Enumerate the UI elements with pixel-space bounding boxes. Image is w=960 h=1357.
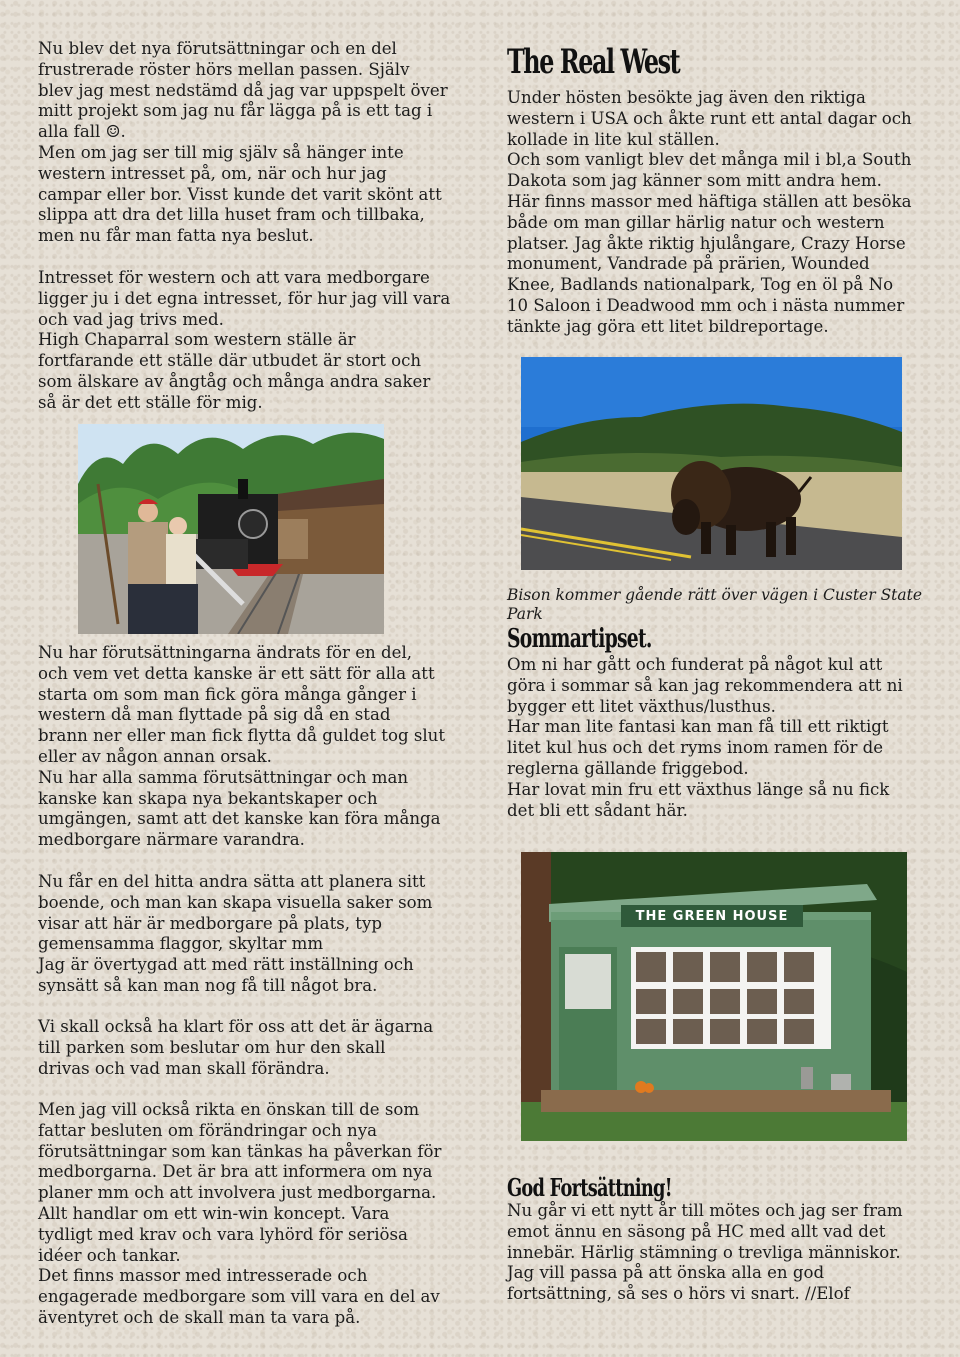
western-interest-paragraph: Intresset för western och att vara medborgare ligger ju i det egna intresset, för hur jag vill vara och vad jag trivs med. High Chaparral som western ställe är fortfarande ett ställe där utbudet är stort och som älskare av ångtåg och många andra saker så är det ett ställe för mig. (38, 268, 451, 412)
intro-paragraph: Nu blev det nya förutsättningar och en del frustrerade röster hörs mellan passen. Själv blev jag mest nedstämd då jag var uppspelt över mitt projekt som jag nu får lägga på is ett tag i alla fall ☺. Men om jag ser till mig själv så hänger inte western intresset på, om, när och hur jag campar eller bor. Visst kunde det varit skönt att slippa att dra det lilla huset fram och tillbaka, men nu får man fatta nya beslut. (38, 39, 448, 246)
planning-paragraph: Nu får en del hitta andra sätta att planera sitt boende, och man kan skapa visuella saker som visar att här är medborgare på plats, typ gemensamma flaggor, skyltar mm Jag är övertygad att med rätt inställning och synsätt så kan man nog få till något bra. (38, 872, 433, 995)
greenhouse-sign: THE GREEN HOUSE (635, 909, 789, 924)
god-fortsattning-body: Nu går vi ett nytt år till mötes och jag ser fram emot ännu en säsong på HC med allt vad det innebär. Härlig stämning o trevliga människor. Jag vill passa på att önska alla en god fortsättning, så ses o hörs vi snart. //Elof (507, 1201, 903, 1304)
train-station-photo (78, 424, 384, 634)
real-west-body: Under hösten besökte jag även den riktiga western i USA och åkte runt ett antal dagar och kollade in lite kul ställen. Och som vanligt blev det många mil i bl,a South Dakota som jag känner som mitt andra hem. Här finns massor med häftiga ställen att besöka både om man gillar härlig natur och western platser. Jag åkte riktig hjulångare, Crazy Horse monument, Vandrade på prärien, Wounded Knee, Badlands nationalpark, Tog en öl på No 10 Saloon i Deadwood mm och i nästa nummer tänkte jag göra ett litet bildreportage. (507, 88, 912, 336)
real-west-heading: The Real West (507, 42, 680, 82)
god-fortsattning-heading: God Fortsättning! (507, 1173, 672, 1202)
sommartipset-heading: Sommartipset. (507, 624, 652, 654)
bison-photo (521, 357, 902, 570)
greenhouse-photo (521, 852, 907, 1141)
changes-paragraph: Nu har förutsättningarna ändrats för en del, och vem vet detta kanske är ett sätt för alla att starta om som man fick göra många gånger i western då man flyttade på sig då en stad brann ner eller man fick flytta då guldet tog slut eller av någon annan orsak. Nu har alla samma förutsättningar och man kanske kan skapa nya bekantskaper och umgängen, samt att det kanske kan föra många medborgare närmare varandra. (38, 643, 446, 850)
bison-caption: Bison kommer gående rätt över vägen i Custer State Park (507, 586, 923, 623)
wish-paragraph: Men jag vill också rikta en önskan till de som fattar besluten om förändringar och nya förutsättningar som kan tänkas ha påverkan för medborgarna. Det är bra att informera om nya planer mm och att involvera just medborgarna. Allt handlar om ett win-win koncept. Vara tydligt med krav och vara lyhörd för seriösa idéer och tankar. Det finns massor med intresserade och engagerade medborgare som vill vara en del av äventyret och de skall man ta vara på. (38, 1100, 442, 1327)
sommartipset-body: Om ni har gått och funderat på något kul att göra i sommar så kan jag rekommendera att ni bygger ett litet växthus/lusthus. Har man lite fantasi kan man få till ett riktigt litet kul hus och det ryms inom ramen för de reglerna gällande friggebod. Har lovat min fru ett växthus länge så nu fick det bli ett sådant här. (507, 655, 903, 820)
owners-paragraph: Vi skall också ha klart för oss att det är ägarna till parken som beslutar om hur den skall drivas och vad man skall förändra. (38, 1017, 434, 1078)
